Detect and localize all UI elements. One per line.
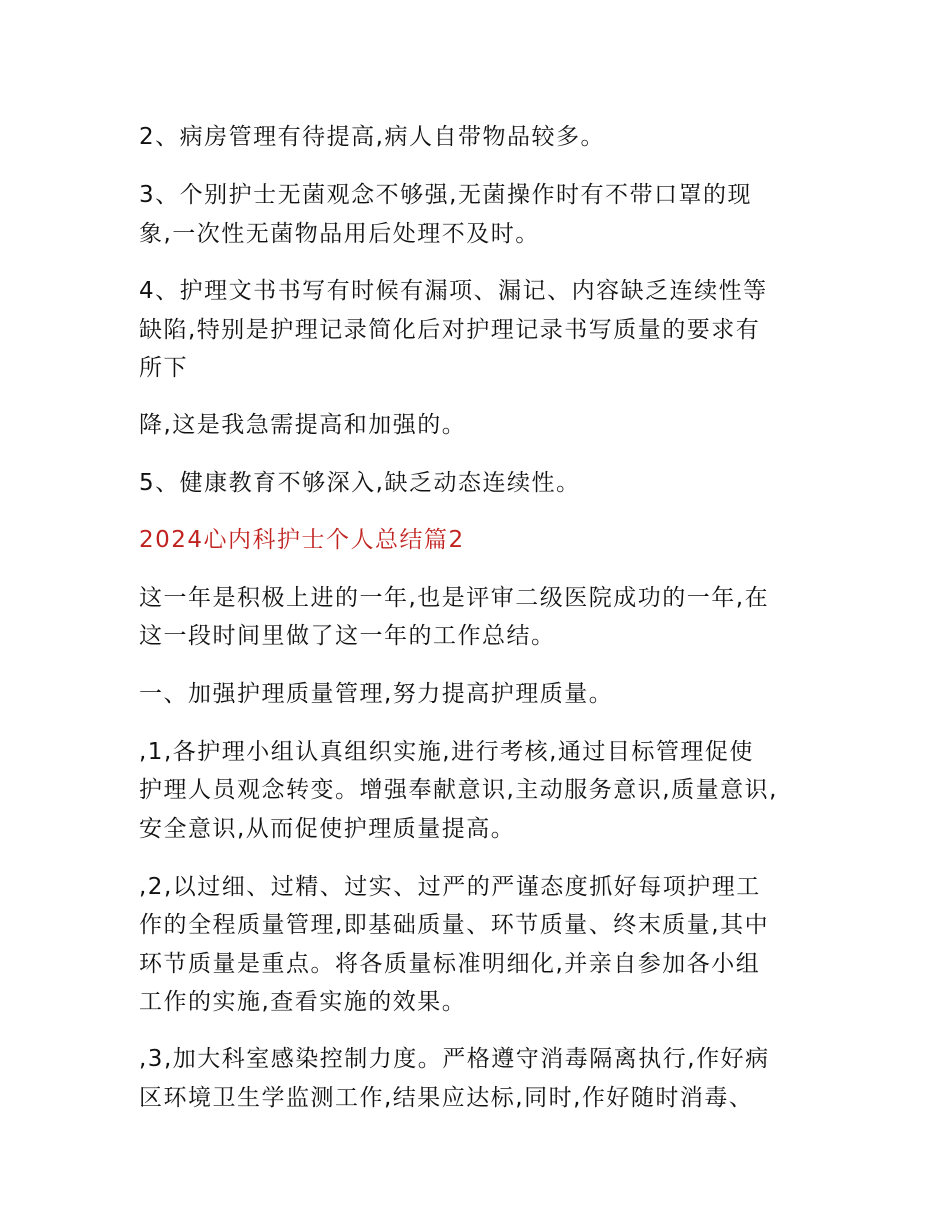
section-heading: 2024心内科护士个人总结篇2 bbox=[139, 527, 465, 553]
paragraph-line: 3、个别护士无菌观念不够强,无菌操作时有不带口罩的现 bbox=[139, 182, 752, 208]
paragraph-line: 工作的实施,查看实施的效果。 bbox=[139, 989, 467, 1015]
paragraph-line: 一、加强护理质量管理,努力提高护理质量。 bbox=[139, 681, 614, 707]
paragraph-line: 缺陷,特别是护理记录简化后对护理记录书写质量的要求有 bbox=[139, 317, 761, 343]
paragraph-line: 护理人员观念转变。增强奉献意识,主动服务意识,质量意识, bbox=[139, 777, 778, 803]
paragraph-line: 降,这是我急需提高和加强的。 bbox=[139, 412, 467, 438]
paragraph-line: 安全意识,从而促使护理质量提高。 bbox=[139, 816, 516, 842]
paragraph-line: 区环境卫生学监测工作,结果应达标,同时,作好随时消毒、 bbox=[139, 1085, 754, 1111]
paragraph-line: 环节质量是重点。将各质量标准明细化,并亲自参加各小组 bbox=[139, 951, 761, 977]
paragraph-line: 4、护理文书书写有时候有漏项、漏记、内容缺乏连续性等 bbox=[139, 278, 768, 304]
paragraph-line: 这一年是积极上进的一年,也是评审二级医院成功的一年,在 bbox=[139, 585, 770, 611]
paragraph-line: 2、病房管理有待提高,病人自带物品较多。 bbox=[139, 124, 605, 150]
paragraph-line: 这一段时间里做了这一年的工作总结。 bbox=[139, 623, 556, 649]
paragraph-line: ,3,加大科室感染控制力度。严格遵守消毒隔离执行,作好病 bbox=[139, 1046, 770, 1072]
paragraph-line: 作的全程质量管理,即基础质量、环节质量、终末质量,其中 bbox=[139, 912, 770, 938]
paragraph-line: 所下 bbox=[139, 355, 188, 381]
paragraph-line: ,2,以过细、过精、过实、过严的严谨态度抓好每项护理工 bbox=[139, 874, 761, 900]
paragraph-line: 象,一次性无菌物品用后处理不及时。 bbox=[139, 221, 540, 247]
paragraph-line: ,1,各护理小组认真组织实施,进行考核,通过目标管理促使 bbox=[139, 739, 754, 765]
paragraph-line: 5、健康教育不够深入,缺乏动态连续性。 bbox=[139, 470, 581, 496]
